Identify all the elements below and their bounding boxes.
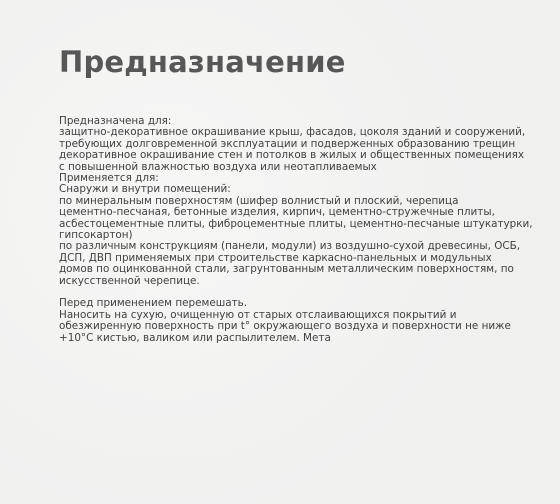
text-line: требующих долговременной эксплуатации и подверженных образованию трещин (59, 137, 516, 150)
text-line: ДСП, ДВП применяемых при строительстве каркасно-панельных и модульных (59, 251, 492, 264)
text-line: Применяется для: (59, 172, 159, 185)
text-line: с повышенной влажностью воздуха или неотапливаемых (59, 160, 377, 173)
text-line: асбестоцементные плиты, фиброцементные плиты, цементно-песчаные штукатурки, (59, 217, 533, 230)
description-text (59, 115, 533, 344)
text-line: домов по оцинкованной стали, загрунтованным металлическим поверхностям, по (59, 263, 514, 276)
text-line: Перед применением перемешать. (59, 297, 248, 310)
text-line: гипсокартон) (59, 229, 133, 242)
text-line: по различным конструкциям (панели, модули) из воздушно-сухой древесины, ОСБ, (59, 240, 521, 253)
text-line: Снаружи и внутри помещений: (59, 183, 231, 196)
text-line: цементно-песчаная, бетонные изделия, кирпич, цементно-стружечные плиты, (59, 206, 495, 219)
text-line: декоративное окрашивание стен и потолков в жилых и общественных помещениях (59, 149, 524, 162)
text-line: Предназначена для: (59, 115, 172, 127)
text-line: по минеральным поверхностям (шифер волнистый и плоский, черепица (59, 194, 459, 207)
text-line: обезжиренную поверхность при t° окружающего воздуха и поверхности не ниже (59, 320, 511, 333)
page-title: Предназначение (59, 45, 346, 79)
text-line: искусственной черепице. (59, 274, 200, 287)
text-line: защитно-декоративное окрашивание крыш, фасадов, цоколя зданий и сооружений, (59, 126, 526, 139)
text-line: Наносить на сухую, очищенную от старых отслаивающихся покрытий и (59, 308, 457, 321)
text-line: +10°С кистью, валиком или распылителем. Мета (59, 331, 331, 344)
